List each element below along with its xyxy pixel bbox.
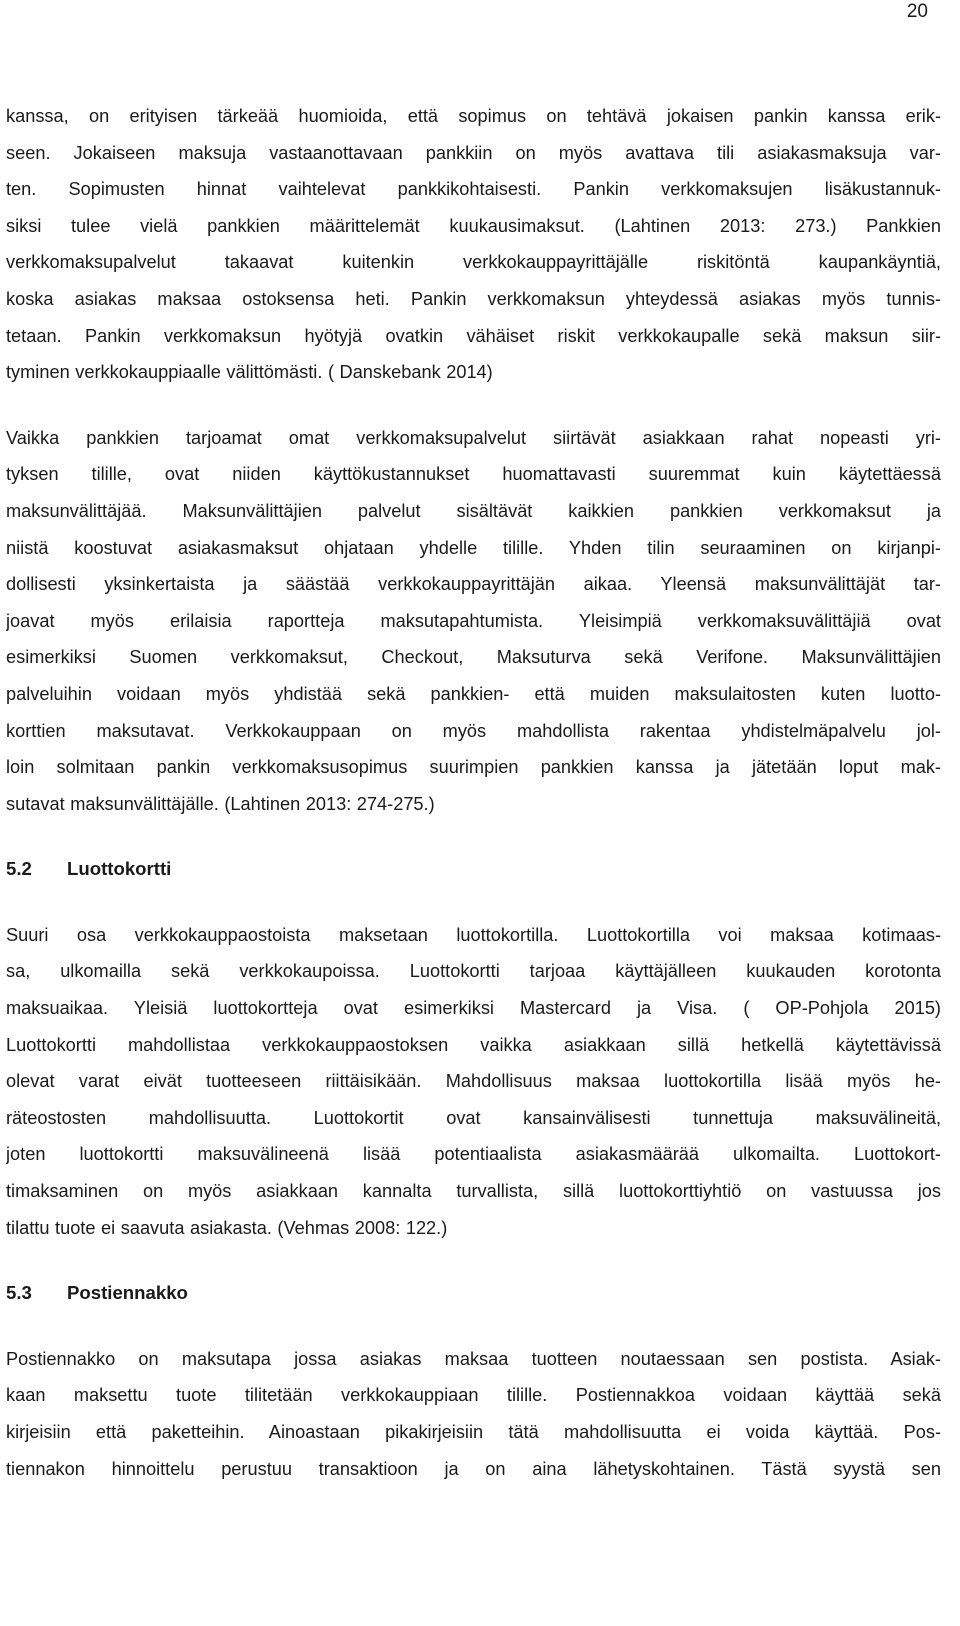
section-number: 5.2 (6, 858, 32, 880)
paragraph-gap (6, 391, 941, 420)
text-line: seen. Jokaiseen maksuja vastaanottavaan pankkiin on myös avattava tili asiakasmaksuja var- (6, 142, 941, 163)
text-line: tilattu tuote ei saavuta asiakasta. (Vehmas 2008: 122.) (6, 1217, 448, 1238)
text-line: joavat myös erilaisia raportteja maksutapahtumista. Yleisimpiä verkkomaksuvälittäjiä ovat (6, 610, 941, 631)
page-number: 20 (906, 1, 928, 22)
text-line: maksuaikaa. Yleisiä luottokortteja ovat esimerkiksi Mastercard ja Visa. ( OP-Pohjola 2015) (6, 998, 941, 1019)
text-line: loin solmitaan pankin verkkomaksusopimus suurimpien pankkien kanssa ja jätetään loput mak- (6, 757, 941, 778)
paragraph-gap (6, 1312, 941, 1341)
text-line: kirjeisiin että paketteihin. Ainoastaan pikakirjeisiin tätä mahdollisuutta ei voida käyttää. Pos- (6, 1422, 941, 1442)
paragraph-bank-payments (6, 98, 941, 391)
text-line: palveluihin voidaan myös yhdistää sekä pankkien- että muiden maksulaitosten kuten luotto- (6, 683, 941, 704)
paragraph-gap (6, 888, 941, 917)
page-content (6, 98, 941, 1487)
text-line: joten luottokortti maksuvälineenä lisää potentiaalista asiakasmäärää ulkomailta. Luottokort- (6, 1144, 941, 1165)
text-line: olevat varat eivät tuotteeseen riittäisikään. Mahdollisuus maksaa luottokortilla lisää myös he- (6, 1071, 941, 1092)
text-line: ten. Sopimusten hinnat vaihtelevat pankkikohtaisesti. Pankin verkkomaksujen lisäkustannuk- (6, 179, 941, 200)
text-line: kanssa, on erityisen tärkeää huomioida, että sopimus on tehtävä jokaisen pankin kanssa erik- (6, 106, 941, 126)
text-line: korttien maksutavat. Verkkokauppaan on myös mahdollista rakentaa yhdistelmäpalvelu jol- (6, 720, 941, 741)
text-line: räteostosten mahdollisuutta. Luottokortit ovat kansainvälisesti tunnettuja maksuvälineitä, (6, 1107, 941, 1128)
text-line: siksi tulee vielä pankkien määrittelemät kuukausimaksut. (Lahtinen 2013: 273.) Pankkien (6, 215, 941, 236)
text-line: sa, ulkomailla sekä verkkokaupoissa. Luottokortti tarjoaa käyttäjälleen kuukauden korotonta (6, 961, 941, 982)
paragraph-gap (6, 1246, 941, 1275)
text-line: tetaan. Pankin verkkomaksun hyötyjä ovatkin vähäiset riskit verkkokaupalle sekä maksun siir- (6, 325, 941, 346)
text-line: Luottokortti mahdollistaa verkkokauppaostoksen vaikka asiakkaan sillä hetkellä käytettävissä (6, 1034, 941, 1055)
section-title: Luottokortti (67, 858, 172, 880)
text-line: Postiennakko on maksutapa jossa asiakas maksaa tuotteen noutaessaan sen postista. Asiak- (6, 1348, 941, 1369)
paragraph-credit-card (6, 917, 941, 1246)
text-line: maksunvälittäjää. Maksunvälittäjien palvelut sisältävät kaikkien pankkien verkkomaksut ja (6, 500, 941, 521)
section-title: Postiennakko (67, 1282, 188, 1304)
text-line: verkkomaksupalvelut takaavat kuitenkin verkkokauppayrittäjälle riskitöntä kaupankäyntiä, (6, 252, 941, 273)
text-line: koska asiakas maksaa ostoksensa heti. Pankin verkkomaksun yhteydessä asiakas myös tunnis- (6, 288, 941, 309)
text-line: Vaikka pankkien tarjoamat omat verkkomaksupalvelut siirtävät asiakkaan rahat nopeasti yri- (6, 427, 941, 448)
text-line: niistä koostuvat asiakasmaksut ohjataan yhdelle tilille. Yhden tilin seuraaminen on kirjanpi- (6, 537, 941, 558)
text-line: tyminen verkkokauppiaalle välittömästi. ( Danskebank 2014) (6, 362, 493, 383)
section-number: 5.3 (6, 1282, 32, 1304)
text-line: esimerkiksi Suomen verkkomaksut, Checkout, Maksuturva sekä Verifone. Maksunvälittäjien (6, 647, 941, 668)
paragraph-gap (6, 822, 941, 851)
text-line: kaan maksettu tuote tilitetään verkkokauppiaan tilille. Postiennakkoa voidaan käyttää sekä (6, 1385, 941, 1406)
text-line: sutavat maksunvälittäjälle. (Lahtinen 2013: 274-275.) (6, 793, 435, 814)
section-heading-postiennakko (6, 1275, 941, 1312)
text-line: tyksen tilille, ovat niiden käyttökustannukset huomattavasti suuremmat kuin käytettäessä (6, 464, 941, 485)
text-line: tiennakon hinnoittelu perustuu transaktioon ja on aina lähetyskohtainen. Tästä syystä sen (6, 1458, 941, 1479)
text-line: dollisesti yksinkertaista ja säästää verkkokauppayrittäjän aikaa. Yleensä maksunvälittäjät tar- (6, 574, 941, 595)
text-line: Suuri osa verkkokauppaostoista maksetaan luottokortilla. Luottokortilla voi maksaa kotimaas- (6, 924, 941, 945)
paragraph-payment-intermediaries (6, 420, 941, 823)
section-heading-luottokortti (6, 851, 941, 888)
text-line: timaksaminen on myös asiakkaan kannalta turvallista, sillä luottokorttiyhtiö on vastuussa jos (6, 1181, 941, 1202)
paragraph-cash-on-delivery (6, 1341, 941, 1487)
